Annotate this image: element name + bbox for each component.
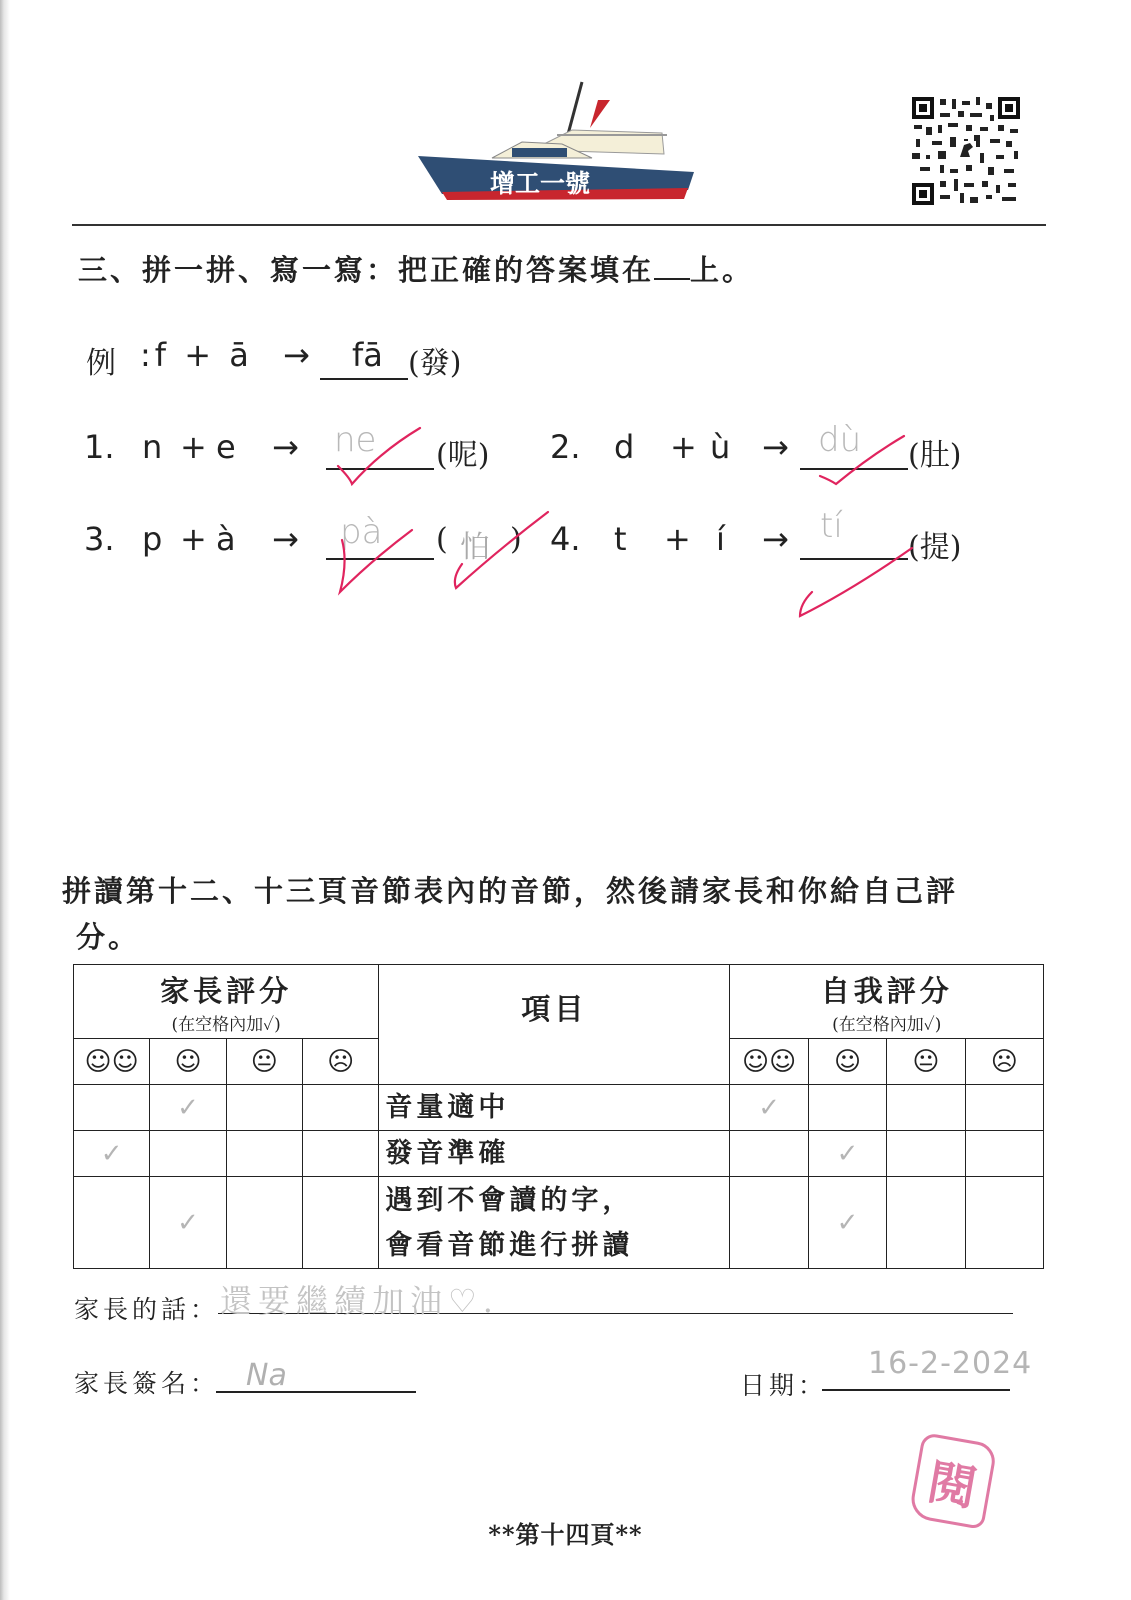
item-3-number: 3. bbox=[84, 520, 115, 558]
self-tick-cell[interactable]: ✓ bbox=[808, 1131, 886, 1177]
item-2-hanzi: (肚) bbox=[908, 438, 962, 473]
sad-face-icon: ☹ bbox=[965, 1039, 1043, 1085]
red-check-marks bbox=[0, 0, 1131, 700]
date-label: 日期： bbox=[740, 1371, 828, 1400]
item-1-written-answer: ne bbox=[334, 420, 377, 460]
item-4-number: 4. bbox=[550, 520, 581, 558]
happy-face-icon: ☺ bbox=[808, 1039, 886, 1085]
check-mark-icon bbox=[455, 512, 548, 588]
self-header-sub: (在空格內加✓) bbox=[832, 1014, 942, 1035]
parent-tick-cell[interactable]: ✓ bbox=[74, 1131, 150, 1177]
parent-tick-cell[interactable]: ✓ bbox=[150, 1085, 226, 1131]
item-label bbox=[379, 1177, 730, 1269]
parent-cell[interactable] bbox=[74, 1177, 150, 1269]
item-4-arrow: → bbox=[762, 520, 789, 558]
very-happy-face-icon: ☺☺ bbox=[74, 1039, 150, 1085]
item-4-initial: t bbox=[614, 520, 627, 558]
item-2-initial: d bbox=[614, 428, 635, 466]
item-1-arrow: → bbox=[272, 428, 299, 466]
parent-cell[interactable] bbox=[302, 1085, 378, 1131]
item-1-final: e bbox=[216, 428, 236, 466]
self-header-title: 自我評分 bbox=[820, 973, 953, 1008]
item-3-plus: + bbox=[180, 520, 207, 558]
parent-comment-text[interactable]: 還要繼續加油♡. bbox=[220, 1282, 499, 1320]
check-mark-icon bbox=[800, 548, 912, 616]
parent-cell[interactable] bbox=[226, 1085, 302, 1131]
item-1-number: 1. bbox=[84, 428, 115, 466]
neutral-face-icon: 😐 bbox=[887, 1039, 965, 1085]
item-label-line1: 遇到不會讀的字， bbox=[385, 1184, 634, 1216]
parent-signature[interactable]: Na bbox=[246, 1358, 287, 1393]
item-4-hanzi: (提) bbox=[908, 530, 962, 565]
example-answer: fā bbox=[352, 336, 383, 374]
section-title-end: 上。 bbox=[690, 253, 755, 287]
item-1-hanzi: (呢) bbox=[436, 438, 490, 473]
date-line bbox=[822, 1388, 1010, 1391]
item-label: 發音準確 bbox=[379, 1131, 730, 1177]
parent-header-sub: (在空格內加✓) bbox=[171, 1014, 281, 1035]
table-row bbox=[74, 1131, 1044, 1177]
item-2-written-answer: dù bbox=[818, 420, 862, 460]
rating-prompt-line2: 分。 bbox=[76, 920, 141, 954]
self-cell[interactable] bbox=[965, 1177, 1043, 1269]
parent-cell[interactable] bbox=[74, 1085, 150, 1131]
parent-cell[interactable] bbox=[226, 1177, 302, 1269]
parent-cell[interactable] bbox=[302, 1131, 378, 1177]
check-mark-icon bbox=[340, 530, 412, 592]
item-4-final: í bbox=[716, 520, 725, 558]
parent-comment-label: 家長的話： bbox=[74, 1295, 220, 1324]
rating-prompt bbox=[62, 868, 1042, 960]
parent-cell[interactable] bbox=[226, 1131, 302, 1177]
boat-label: 增工一號 bbox=[490, 169, 591, 198]
rating-prompt-line1: 拼讀第十二、十三頁音節表內的音節，然後請家長和你給自己評 bbox=[62, 874, 959, 908]
self-cell[interactable] bbox=[965, 1131, 1043, 1177]
rating-table bbox=[73, 964, 1044, 1269]
example-formula: :f + ā bbox=[140, 336, 253, 374]
item-2-arrow: → bbox=[762, 428, 789, 466]
check-mark-icon bbox=[338, 428, 420, 484]
item-label-line2: 會看音節進行拼讀 bbox=[385, 1229, 634, 1261]
table-row bbox=[74, 1085, 1044, 1131]
self-cell[interactable] bbox=[965, 1085, 1043, 1131]
parent-cell[interactable] bbox=[150, 1131, 226, 1177]
self-cell[interactable] bbox=[887, 1085, 965, 1131]
self-cell[interactable] bbox=[808, 1085, 886, 1131]
self-tick-cell[interactable]: ✓ bbox=[808, 1177, 886, 1269]
parent-tick-cell[interactable]: ✓ bbox=[150, 1177, 226, 1269]
item-4-plus: + bbox=[664, 520, 691, 558]
sad-face-icon: ☹ bbox=[302, 1039, 378, 1085]
item-2-number: 2. bbox=[550, 428, 581, 466]
neutral-face-icon: 😐 bbox=[226, 1039, 302, 1085]
very-happy-face-icon: ☺☺ bbox=[730, 1039, 808, 1085]
stamp-text: 閱 bbox=[923, 1453, 981, 1518]
item-label: 音量適中 bbox=[379, 1085, 730, 1131]
self-rating-header bbox=[730, 965, 1044, 1039]
item-2-final: ù bbox=[710, 428, 731, 466]
example-prefix: 例 bbox=[86, 346, 116, 381]
self-cell[interactable] bbox=[730, 1177, 808, 1269]
item-3-hanzi-close: ) bbox=[510, 522, 522, 557]
item-1-initial: n bbox=[142, 428, 163, 466]
table-row bbox=[74, 1177, 1044, 1269]
section-title-text: 三、拼一拼、寫一寫：把正確的答案填在 bbox=[78, 253, 655, 287]
item-2-plus: + bbox=[670, 428, 697, 466]
parent-header-title: 家長評分 bbox=[160, 973, 293, 1008]
happy-face-icon: ☺ bbox=[150, 1039, 226, 1085]
example-hanzi: (發) bbox=[408, 346, 462, 381]
self-cell[interactable] bbox=[887, 1131, 965, 1177]
item-3-hanzi-open: ( bbox=[436, 522, 448, 557]
self-cell[interactable] bbox=[887, 1177, 965, 1269]
parent-cell[interactable] bbox=[302, 1177, 378, 1269]
item-3-hanzi-written: 怕 bbox=[460, 530, 490, 565]
example-arrow: → bbox=[283, 336, 310, 374]
item-3-final: à bbox=[216, 520, 236, 558]
page-number: **第十四頁** bbox=[488, 1520, 643, 1549]
item-3-arrow: → bbox=[272, 520, 299, 558]
parent-rating-header bbox=[74, 965, 379, 1039]
item-header: 項目 bbox=[521, 992, 588, 1026]
date-value[interactable]: 16-2-2024 bbox=[868, 1346, 1033, 1381]
item-4-written-answer: tí bbox=[820, 506, 843, 546]
item-header-cell bbox=[379, 965, 730, 1085]
self-tick-cell[interactable]: ✓ bbox=[730, 1085, 808, 1131]
signature-label: 家長簽名： bbox=[74, 1369, 220, 1398]
self-cell[interactable] bbox=[730, 1131, 808, 1177]
check-mark-icon bbox=[820, 436, 904, 484]
item-1-plus: + bbox=[180, 428, 207, 466]
item-3-initial: p bbox=[142, 520, 163, 558]
item-3-written-answer: pà bbox=[340, 512, 383, 552]
